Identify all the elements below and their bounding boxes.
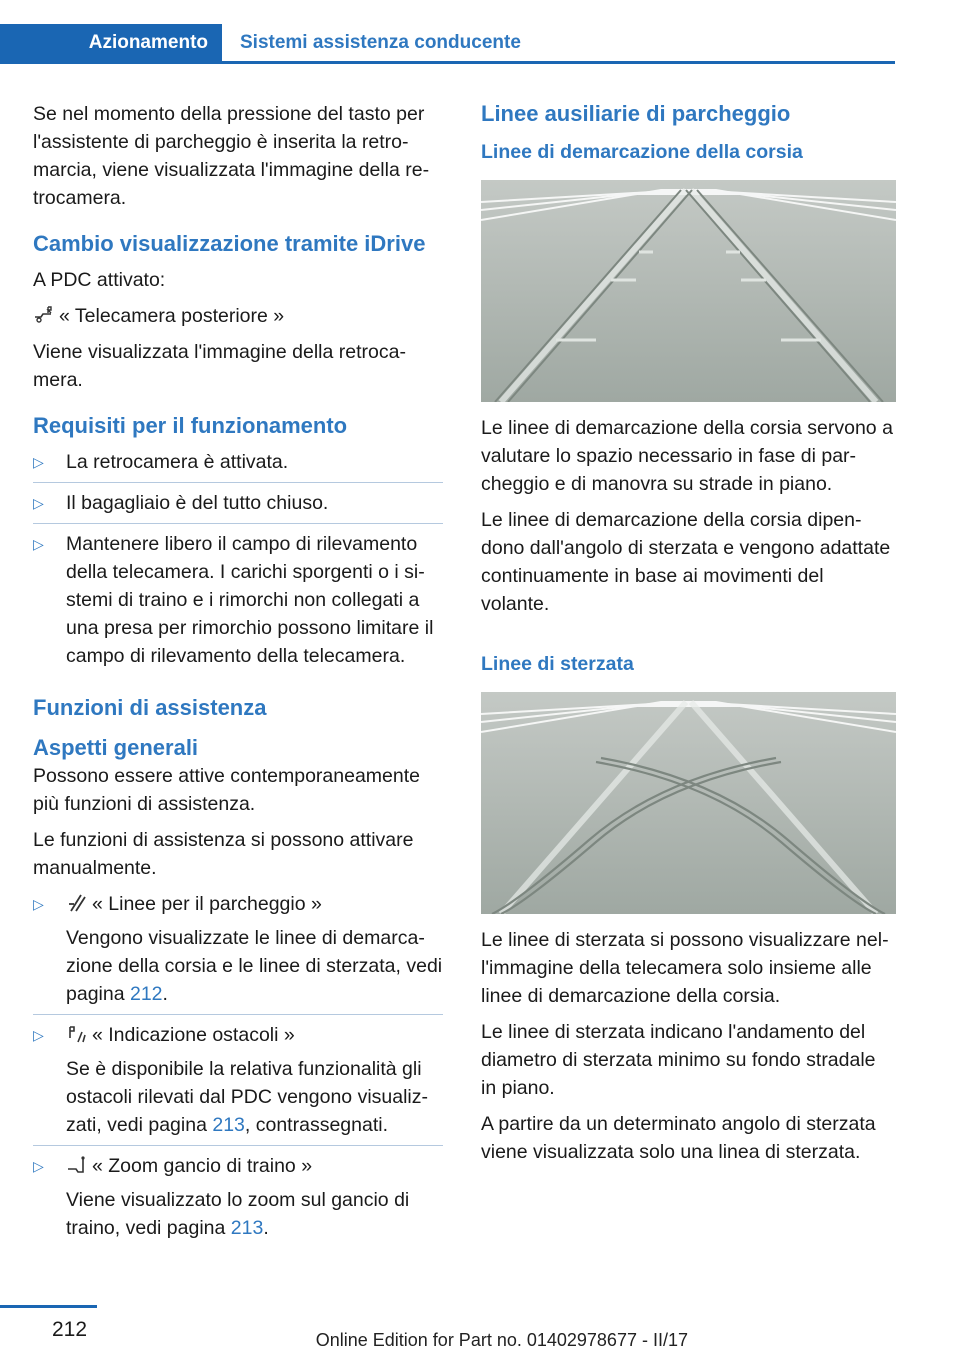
page-link-213[interactable]: 213 (230, 1217, 264, 1239)
list-item (33, 1021, 443, 1146)
list-item-text: Mantenere libero il campo di rilevamento della telecamera. I carichi sporgenti o i sistemi di traino e i rimorchi non collegati a una presa per rimorchio possono limitare il campo di rilevamento della telecamera. (66, 533, 434, 667)
heading-requisiti: Requisiti per il funzionamento (33, 413, 348, 438)
indicazione-ostacoli-desc (66, 1055, 443, 1139)
heading-linee-demarcazione: Linee di demarcazione della corsia (481, 141, 803, 163)
heading-cambio-visualizzazione: Cambio visualizzazione tramite iDrive (33, 231, 426, 256)
bullet-triangle-icon: ▷ (33, 454, 44, 470)
tow-hitch-zoom-icon (66, 1155, 88, 1175)
right-column (481, 100, 896, 1174)
telecamera-menu-item (33, 302, 443, 330)
aspetti-paragraph-2: Le funzioni di assistenza si possono attivare manualmente. (33, 829, 414, 879)
sterzata-paragraph-3: A partire da un determinato angolo di sterzata viene visualizzata solo una linea di sterzata. (481, 1113, 876, 1163)
tab-sistemi-assistenza[interactable]: Sistemi assistenza conducente (240, 32, 521, 53)
list-item (33, 890, 443, 1015)
heading-linee-ausiliarie: Linee ausiliarie di parcheggio (481, 101, 791, 126)
bullet-triangle-icon: ▷ (33, 536, 44, 552)
linee-parcheggio-desc (66, 924, 443, 1008)
list-item (33, 530, 443, 670)
bullet-triangle-icon: ▷ (33, 896, 44, 912)
desc-text: Viene visualizzato lo zoom sul gancio di traino, vedi pagina (66, 1189, 410, 1239)
pdc-attivato-text: A PDC attivato: (33, 269, 166, 291)
bullet-triangle-icon: ▷ (33, 1027, 44, 1043)
steering-lines-figure (481, 692, 896, 914)
zoom-gancio-desc (66, 1186, 443, 1242)
list-item (33, 489, 443, 524)
header-tabbar (0, 24, 895, 64)
rear-camera-icon (33, 305, 55, 325)
left-column (33, 100, 443, 1250)
telecamera-label: « Telecamera posteriore » (59, 305, 285, 327)
desc-end: , contrassegnati. (244, 1114, 388, 1136)
lane-lines-figure (481, 180, 896, 402)
desc-end: . (162, 983, 168, 1005)
page-number-bar (0, 1305, 97, 1308)
edition-footer: Online Edition for Part no. 01402978677 - II/17 (315, 1330, 688, 1350)
linee-parcheggio-label: « Linee per il parcheggio » (92, 893, 322, 915)
tab-azionamento[interactable]: Azionamento (0, 24, 222, 61)
sterzata-paragraph-1: Le linee di sterzata si possono visualizzare nell'immagine della telecamera solo insieme alle linee di demarcazione della corsia. (481, 929, 889, 1007)
aspetti-paragraph-1: Possono essere attive contemporaneamente più funzioni di assistenza. (33, 765, 420, 815)
list-item (33, 448, 443, 483)
heading-linee-sterzata: Linee di sterzata (481, 653, 634, 675)
page-link-212[interactable]: 212 (129, 983, 163, 1005)
funzioni-list (33, 890, 443, 1242)
indicazione-ostacoli-label: « Indicazione ostacoli » (92, 1024, 295, 1046)
page-number: 212 (52, 1318, 88, 1341)
heading-aspetti-generali: Aspetti generali (33, 735, 199, 760)
parking-lines-icon (66, 893, 88, 913)
intro-paragraph: Se nel momento della pressione del tasto per l'assistente di parcheggio è inserita la retromarcia, viene visualizzata l'immagine della retrocamera. (33, 103, 430, 209)
demarcazione-paragraph-1: Le linee di demarcazione della corsia servono a valutare lo spazio necessario in fase di parcheggio e di manovra su strade in piano. (481, 417, 893, 495)
list-item (33, 1152, 443, 1242)
bullet-triangle-icon: ▷ (33, 495, 44, 511)
heading-funzioni-assistenza: Funzioni di assistenza (33, 695, 267, 720)
desc-text: Vengono visualizzate le linee di demarcazione della corsia e le linee di sterzata, vedi pagina (66, 927, 443, 1005)
zoom-gancio-label: « Zoom gancio di traino » (92, 1155, 313, 1177)
page-link-213[interactable]: 213 (212, 1114, 245, 1136)
desc-end: . (263, 1217, 269, 1239)
obstacle-indicator-icon (66, 1024, 88, 1044)
list-item-text: La retrocamera è attivata. (66, 451, 289, 473)
sterzata-paragraph-2: Le linee di sterzata indicano l'andamento del diametro di sterzata minimo su fondo stradale in piano. (481, 1021, 876, 1099)
requisiti-list (33, 448, 443, 670)
bullet-triangle-icon: ▷ (33, 1158, 44, 1174)
demarcazione-paragraph-2: Le linee di demarcazione della corsia dipendono dall'angolo di sterzata e vengono adattate continuamente in base ai movimenti del volante. (481, 509, 891, 615)
viene-visualizzata-text: Viene visualizzata l'immagine della retrocamera. (33, 341, 406, 391)
list-item-text: Il bagagliaio è del tutto chiuso. (66, 492, 329, 514)
desc-text: Se è disponibile la relativa funzionalità gli ostacoli rilevati dal PDC vengono visualizzati, vedi pagina (66, 1058, 429, 1136)
